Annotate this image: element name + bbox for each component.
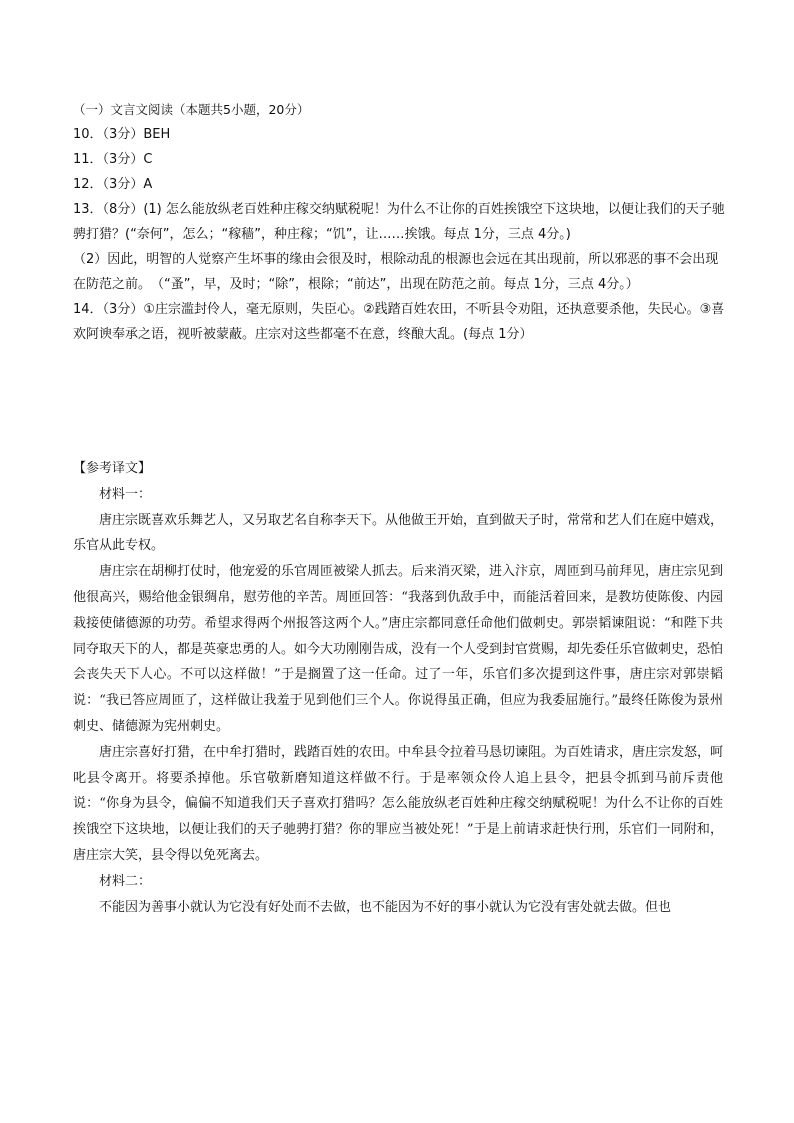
answer-key (73, 97, 728, 347)
section-heading: （一）文言文阅读（本题共5小题，20分） (73, 102, 310, 117)
material2-label: 材料二： (99, 873, 152, 889)
translation-paragraph-4: 不能因为善事小就认为它没有好处而不去做，也不能因为不好的事小就认为它没有害处就去做。但也 (99, 899, 672, 915)
translation-title: 【参考译文】 (73, 461, 152, 476)
answer-q13-part1: 13．（8分）(1) 怎么能放纵老百姓种庄稼交纳赋税呢！为什么不让你的百姓挨饿空下这块地，以便让我们的天子驰骋打猎？(“奈何”，怎么；“稼穑”，种庄稼；“饥”，让……挨饿。每点 1分，三点 4分。) (73, 202, 725, 242)
answer-q11: 11．（3分）C (73, 152, 153, 167)
material1-label: 材料一： (99, 486, 152, 502)
answer-q12: 12．（3分）A (73, 177, 153, 192)
answer-q10: 10．（3分）BEH (73, 127, 171, 142)
answer-q14: 14．（3分）①庄宗滥封伶人，毫无原则，失臣心。②践踏百姓农田，不听县令劝阻，还执意要杀他，失民心。③喜欢阿谀奉承之语，视听被蒙蔽。庄宗对这些都毫不在意，终酿大乱。(每点 1分） (73, 302, 725, 342)
translation-paragraph-1: 唐庄宗既喜欢乐舞艺人，又另取艺名自称李天下。从他做王开始，直到做天子时，常常和艺人们在庭中嬉戏，乐官从此专权。 (73, 512, 724, 554)
translation-paragraph-2: 唐庄宗在胡柳打仗时，他宠爱的乐官周匝被梁人抓去。后来消灭梁，进入汴京，周匝到马前拜见，唐庄宗见到他很高兴，赐给他金银绸帛，慰劳他的辛苦。周匝回答：“我落到仇敌手中，而能活着回来，是教坊使陈俊、内园栽接使储德源的功劳。希望求得两个州报答这两个人。”唐庄宗都同意任命他们做刺史。郭崇韬谏阻说：“和陛下共同夺取天下的人，都是英豪忠勇的人。如今大功刚刚告成，没有一个人受到封官赏赐，却先委任乐官做刺史，恐怕会丧失天下人心。不可以这样做！”于是搁置了这一任命。过了一年，乐官们多次提到这件事，唐庄宗对郭崇韬说：“我已答应周匝了，这样做让我羞于见到他们三个人。你说得虽正确，但应为我委屈施行。”最终任陈俊为景州刺史、储德源为宪州刺史。 (73, 564, 724, 734)
reference-translation (73, 456, 723, 920)
translation-paragraph-3: 唐庄宗喜好打猎，在中牟打猎时，践踏百姓的农田。中牟县令拉着马恳切谏阻。为百姓请求，唐庄宗发怒，呵叱县令离开。将要杀掉他。乐官敬新磨知道这样做不行。于是率领众伶人追上县令，把县令抓到马前斥责他说：“你身为县令，偏偏不知道我们天子喜欢打猎吗？怎么能放纵老百姓种庄稼交纳赋税呢！为什么不让你的百姓挨饿空下这块地，以便让我们的天子驰骋打猎？你的罪应当被处死！”于是上前请求赶快行刑，乐官们一同附和，唐庄宗大笑，县令得以免死离去。 (73, 744, 724, 863)
answer-q13-part2: （2）因此，明智的人觉察产生坏事的缘由会很及时，根除动乱的根源也会远在其出现前，所以邪恶的事不会出现在防范之前。 （“蚤”，早，及时；“除”，根除；“前达”，出现在防范之前。每点 1分，三点 4分。） (73, 252, 719, 292)
